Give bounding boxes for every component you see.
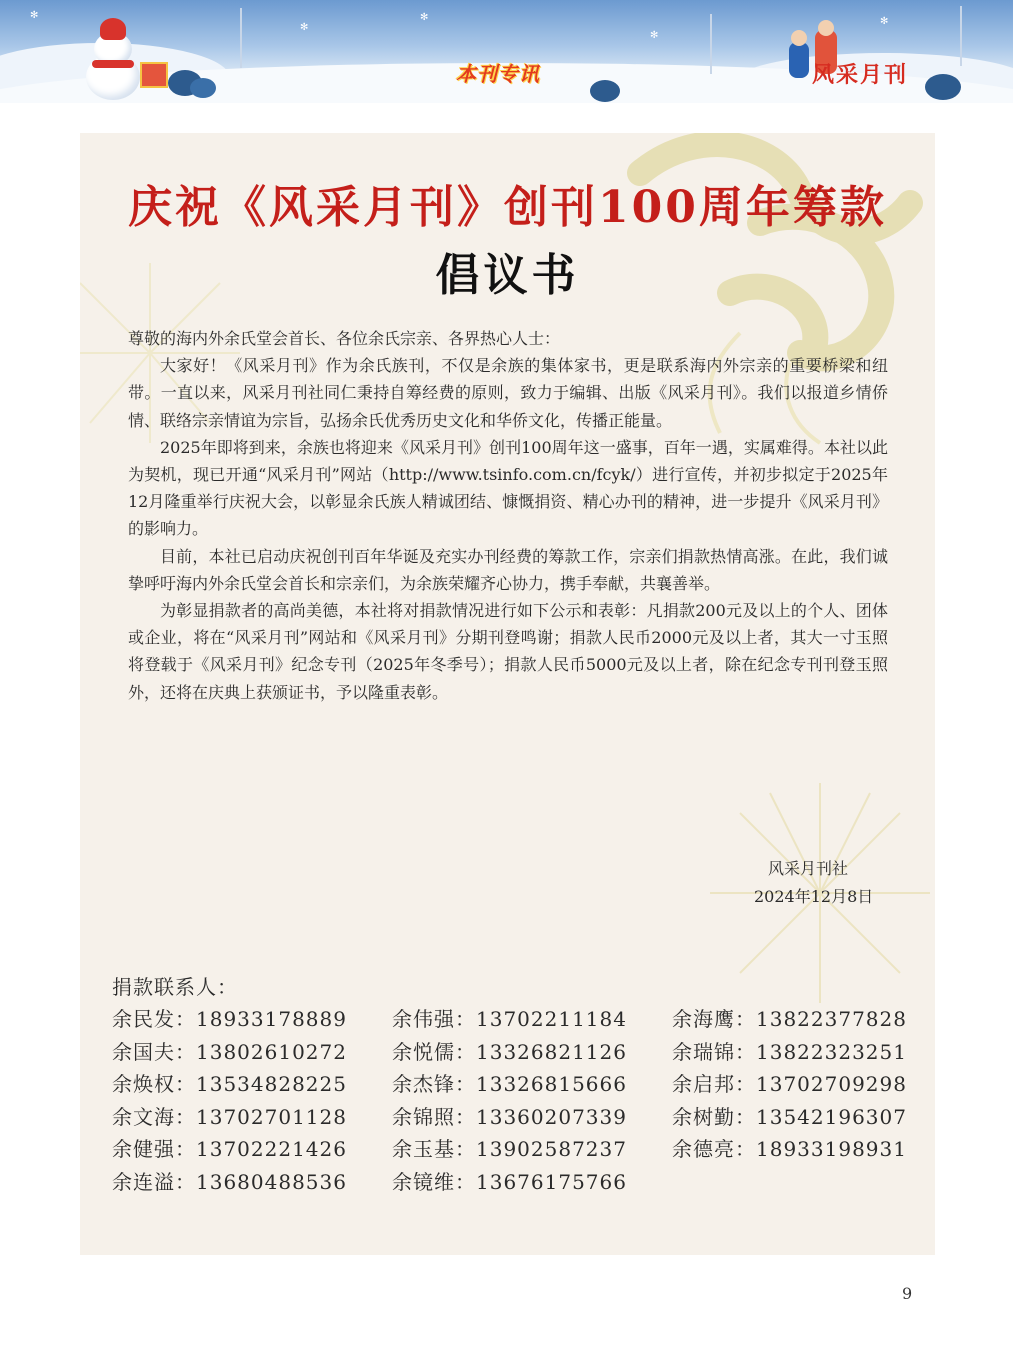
signature-date: 2024年12月8日: [754, 887, 874, 906]
contacts-title: 捐款联系人：: [112, 975, 238, 999]
contact-item: 余连溢：13680488536: [112, 1169, 347, 1194]
contact-item: 余海鹰：13822377828: [672, 1007, 907, 1031]
letter-paragraph: 为彰显捐款者的高尚美德，本社将对捐款情况进行如下公示和表彰：凡捐款200元及以上的个人、团体或企业，将在“风采月刊”网站和《风采月刊》分期刊登鸣谢；捐款人民币2000元及以上者，其大一寸玉照将登载于《风采月刊》纪念专刊（2025年冬季号）；捐款人民币5000元及以上者，除在纪念专刊刊登玉照外，还将在庆典上获颁证书，予以隆重表彰。: [128, 601, 888, 702]
contact-item: 余健强：13702221426: [112, 1137, 347, 1162]
letter-greeting: 尊敬的海内外余氏堂会首长、各位余氏宗亲、各界热心人士：: [128, 329, 561, 348]
article-title: 庆祝《风采月刊》创刊100周年筹款: [128, 182, 887, 233]
contact-item: 余镜维：13676175766: [392, 1169, 627, 1194]
contact-item: 余焕权：13534828225: [112, 1072, 347, 1097]
snowflake-icon: ✻: [420, 12, 429, 23]
snowman-illustration: [78, 18, 148, 100]
contact-item: 余启邦：13702709298: [672, 1072, 907, 1097]
gift-icon: [140, 62, 168, 88]
contact-item: 余德亮：18933198931: [672, 1137, 907, 1162]
bush-decoration: [925, 74, 961, 100]
bush-decoration: [190, 78, 216, 98]
contact-item: 余锦照：13360207339: [392, 1104, 627, 1129]
contact-item: 余树勤：13542196307: [672, 1104, 907, 1129]
snowflake-icon: ✻: [300, 22, 309, 33]
header-banner: [0, 0, 1013, 103]
letter-paragraph: 2025年即将到来，余族也将迎来《风采月刊》创刊100周年这一盛事，百年一遇，实属难得。本社以此为契机，现已开通“风采月刊”网站（http://www.tsinfo.com.cn/fcyk/）进行宣传，并初步拟定于2025年12月隆重举行庆祝大会，以彰显余氏族人精诚团结、慷慨捐资、精心办刊的精神，进一步提升《风采月刊》的影响力。: [128, 437, 888, 539]
snowflake-icon: ✻: [650, 30, 659, 41]
contacts-list: [112, 1005, 932, 1196]
contact-item: 余瑞锦：13822323251: [672, 1039, 907, 1064]
snowflake-icon: ✻: [30, 10, 39, 21]
snowflake-icon: ✻: [880, 16, 889, 27]
magazine-name: 风采月刊: [812, 62, 909, 88]
page-number: 9: [902, 1284, 913, 1303]
contact-item: 余伟强：13702211184: [392, 1007, 627, 1031]
section-tag: 本刊专讯: [456, 62, 540, 86]
tree-decoration: [240, 8, 242, 68]
bush-decoration: [590, 80, 620, 102]
contact-item: 余悦儒：13326821126: [392, 1039, 627, 1064]
article-subtitle: 倡议书: [435, 250, 580, 301]
tree-decoration: [710, 14, 712, 74]
contact-item: 余杰锋：13326815666: [392, 1072, 627, 1097]
contact-item: 余民发：18933178889: [112, 1007, 347, 1031]
letter-paragraph: 大家好！《风采月刊》作为余氏族刊，不仅是余族的集体家书，更是联系海内外宗亲的重要桥梁和纽带。一直以来，风采月刊社同仁秉持自筹经费的原则，致力于编辑、出版《风采月刊》。我们以报道乡情侨情、联络宗亲情谊为宗旨，弘扬余氏优秀历史文化和华侨文化，传播正能量。: [128, 356, 888, 430]
signature-block: [720, 855, 920, 911]
contact-item: 余文海：13702701128: [112, 1104, 347, 1129]
tree-decoration: [960, 6, 962, 66]
contact-item: 余玉基：13902587237: [392, 1137, 627, 1162]
signature-org: 风采月刊社: [768, 859, 849, 878]
contact-item: 余国夫：13802610272: [112, 1039, 347, 1064]
letter-body: [128, 325, 888, 706]
letter-paragraph: 目前，本社已启动庆祝创刊百年华诞及充实办刊经费的筹款工作，宗亲们捐款热情高涨。在此，我们诚挚呼吁海内外余氏堂会首长和宗亲们，为余族荣耀齐心协力，携手奉献，共襄善举。: [128, 546, 888, 593]
content-panel: [80, 133, 935, 1255]
